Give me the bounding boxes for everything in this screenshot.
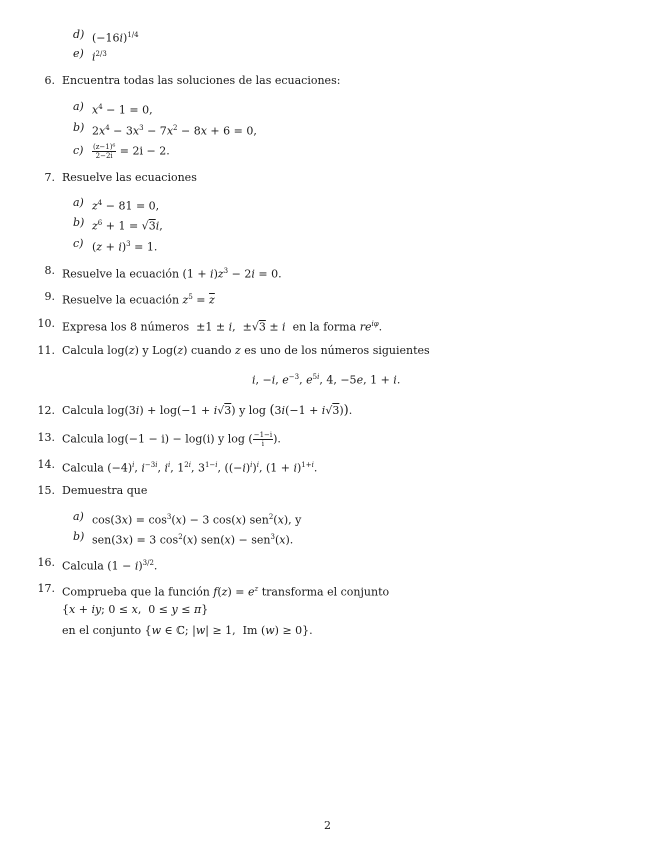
part-label: b) xyxy=(73,216,85,229)
exercise-text: Resuelve la ecuación $z^5 = \overline{z}$ xyxy=(62,293,215,307)
page-number: 2 xyxy=(324,819,331,832)
exercise-text: Encuentra todas las soluciones de las ecuaciones: xyxy=(62,74,341,87)
math-expression: $i^{2/3}$ xyxy=(92,50,107,64)
math-expression: $(z + i)^3 = 1$. xyxy=(92,240,158,254)
exercise-number: 7. xyxy=(44,171,55,184)
part-label: a) xyxy=(73,196,84,209)
fraction-numerator: (z−1)⁶ xyxy=(93,143,116,151)
exercise-number: 12. xyxy=(37,404,55,417)
item-label: e) xyxy=(73,47,84,60)
part-label: b) xyxy=(73,121,85,134)
part-label: c) xyxy=(73,144,84,157)
exercise-text-b: ). xyxy=(273,432,281,446)
fraction-numerator: −1−i xyxy=(253,431,273,439)
exercise-number: 9. xyxy=(44,290,55,303)
exercise-text: Calcula log(3i) + log(−1 + i√3) y log (3i(−1 + i√3)). xyxy=(62,403,353,418)
exercise-number: 17. xyxy=(37,582,55,595)
exercise-text: Calcula log(z) y Log(z) cuando z es uno de los números siguientes xyxy=(62,344,430,357)
math-expression: sen(3x) = 3 $\cos^2(x) sen(x) - sen^3(x)$. xyxy=(92,533,294,547)
part-label: b) xyxy=(73,530,85,543)
exercise-number: 10. xyxy=(37,317,55,330)
math-expression: $(-16i)^{1/4}$ xyxy=(92,31,139,45)
exercise-13 xyxy=(0,431,655,449)
math-set: en el conjunto {w ∈ ℂ; |w| ≥ 1, Im (w) ≥ 0}. xyxy=(62,624,313,637)
exercise-number: 8. xyxy=(44,264,55,277)
math-expression: $z^6 + 1 = √3i$, xyxy=(92,219,163,233)
math-expression xyxy=(92,143,170,160)
exercise-6-part-c xyxy=(0,143,655,161)
exercise-number: 6. xyxy=(44,74,55,87)
part-label: a) xyxy=(73,100,84,113)
exercise-number: 11. xyxy=(37,344,55,357)
exercise-text: Comprueba que la función $f(z) = e^z$ transforma el conjunto xyxy=(62,585,390,599)
expression-rhs: = 2i − 2. xyxy=(119,144,170,158)
exercise-number: 16. xyxy=(37,556,55,569)
exercise-text-a: Calcula log(−1 − i) − log(i) y log ( xyxy=(62,432,253,446)
math-expression: $x^4 - 1 = 0$, xyxy=(92,103,153,117)
exercise-number: 13. xyxy=(37,431,55,444)
exercise-text: Expresa los 8 números ±1 ± i, ±√3 ± i en la forma $re^{i\varphi}$. xyxy=(62,320,383,334)
part-label: c) xyxy=(73,237,84,250)
exercise-text: Resuelve las ecuaciones xyxy=(62,171,197,184)
exercise-text: Calcula $(-4)^i$, $i^{-3i}$, $i^i$, $1^{2i}$, $3^{1-i}$, $((-i)^i)^i$, $(1 + i)^{1+i}$. xyxy=(62,461,318,475)
math-display: i, −i, $e^{-3}$, $e^{5i}$, 4, −5e, 1 + i. xyxy=(252,373,401,387)
exercise-number: 15. xyxy=(37,484,55,497)
exercise-text: Resuelve la ecuación $(1 + i)z^3 - 2i = 0$. xyxy=(62,267,282,281)
fraction-denominator: 2−2i xyxy=(95,152,113,160)
math-expression: $z^4 - 81 = 0$, xyxy=(92,199,160,213)
math-expression: $2x^4 - 3x^3 - 7x^2 - 8x + 6 = 0$, xyxy=(92,124,257,138)
exercise-text: Demuestra que xyxy=(62,484,148,497)
math-expression: $\cos(3x) = \cos^3(x) - 3$ cos(x) sen$^2$(x), y xyxy=(92,513,302,527)
part-label: a) xyxy=(73,510,84,523)
math-set: {x + iy; 0 ≤ x, 0 ≤ y ≤ π} xyxy=(62,603,209,616)
fraction-denominator: i xyxy=(261,440,265,448)
exercise-text xyxy=(62,431,281,448)
item-label: d) xyxy=(73,28,85,41)
exercise-number: 14. xyxy=(37,458,55,471)
exercise-text: Calcula $(1 - i)^{3/2}$. xyxy=(62,559,158,573)
